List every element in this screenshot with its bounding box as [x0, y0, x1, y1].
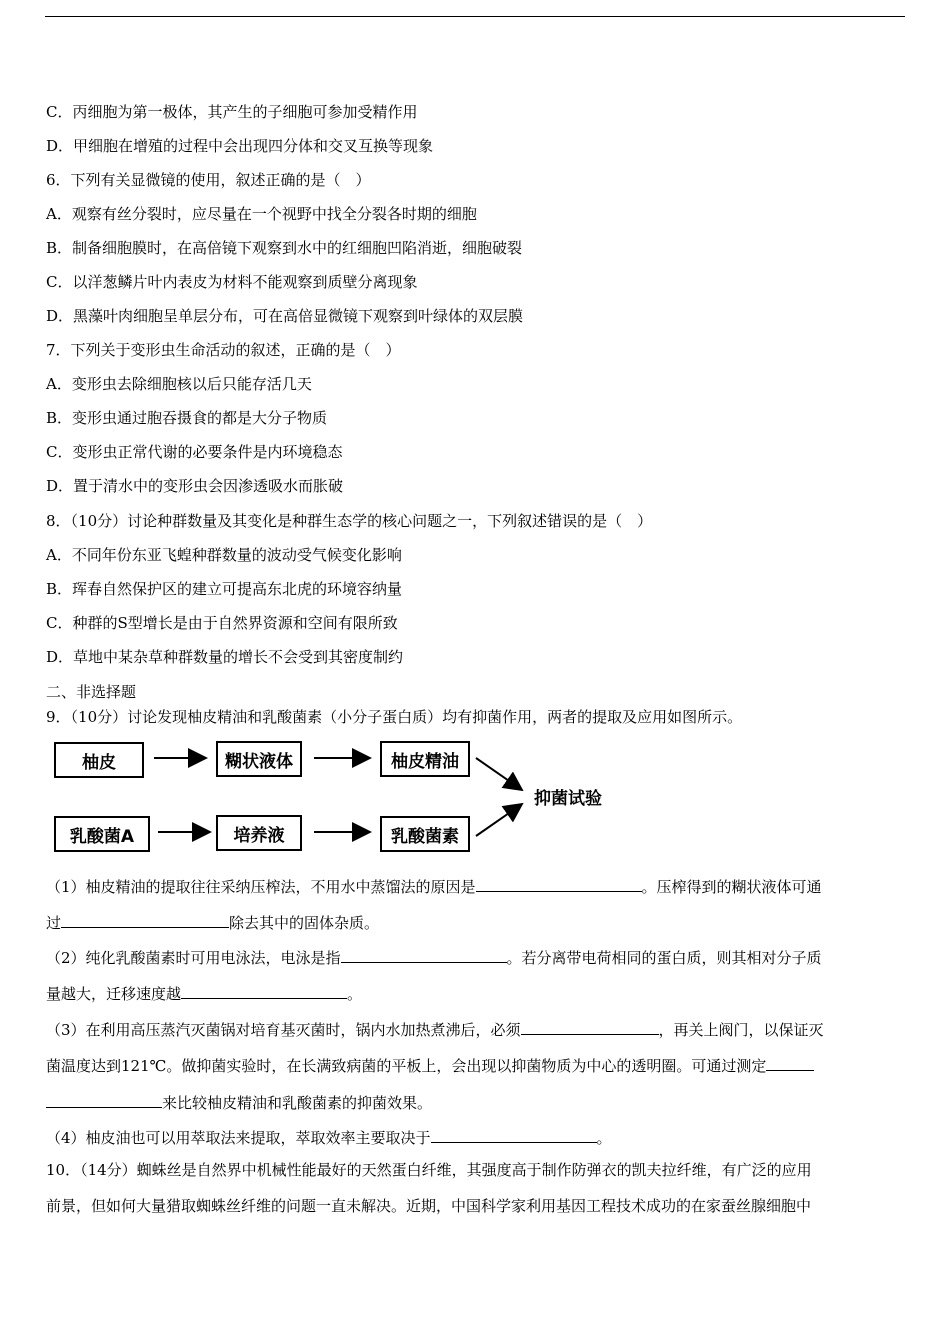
box-culture-medium: 培养液 — [216, 815, 302, 851]
q7-option-a: A．变形虫去除细胞核以后只能存活几天 — [46, 375, 312, 393]
q9-part1-text-c: 过 — [46, 914, 62, 932]
question-8: 8．（10分）讨论种群数量及其变化是种群生态学的核心问题之一，下列叙述错误的是（ ） — [46, 512, 653, 530]
q9-part2-text-d: 。 — [347, 985, 363, 1003]
question-9: 9．（10分）讨论发现柚皮精油和乳酸菌素（小分子蛋白质）均有抑菌作用，两者的提取及应用如图所示。 — [46, 708, 743, 726]
q9-part2-line2 — [46, 982, 362, 1004]
antibacterial-test-label: 抑菌试验 — [534, 789, 602, 809]
q9-part3-line3 — [46, 1091, 432, 1113]
q9-part3-text-d: 来比较柚皮精油和乳酸菌素的抑菌效果。 — [162, 1094, 433, 1112]
q8-option-b: B．珲春自然保护区的建立可提高东北虎的环境容纳量 — [46, 580, 403, 598]
q9-part1-text-d: 除去其中的固体杂质。 — [229, 914, 380, 932]
q6-option-b: B．制备细胞膜时，在高倍镜下观察到水中的红细胞凹陷消逝，细胞破裂 — [46, 239, 523, 257]
q9-part4-text-b: 。 — [596, 1129, 612, 1147]
q8-option-c: C．种群的S型增长是由于自然界资源和空间有限所致 — [46, 614, 398, 632]
answer-blank[interactable] — [341, 946, 507, 963]
answer-blank[interactable] — [61, 911, 229, 928]
answer-blank[interactable] — [181, 982, 347, 999]
header-rule — [45, 16, 905, 17]
q9-part1-line2 — [46, 911, 379, 933]
box-paste-liquid: 糊状液体 — [216, 741, 302, 777]
answer-blank[interactable] — [46, 1091, 162, 1108]
question-10-line2: 前景，但如何大量猎取蜘蛛丝纤维的问题一直未解决。近期，中国科学家利用基因工程技术成功的在家蚕丝腺细胞中 — [46, 1197, 812, 1215]
box-lactocin: 乳酸菌素 — [380, 816, 470, 852]
q9-part4-line1 — [46, 1126, 612, 1148]
answer-blank[interactable] — [521, 1018, 659, 1035]
q9-part3-text-c: 菌温度达到121℃。做抑菌实验时，在长满致病菌的平板上，会出现以抑菌物质为中心的透明圈。可通过测定 — [46, 1057, 767, 1075]
q9-part3-line2 — [46, 1054, 814, 1076]
q8-option-a: A．不同年份东亚飞蝗种群数量的波动受气候变化影响 — [46, 546, 402, 564]
q9-part2-line1 — [46, 946, 822, 968]
q8-option-d: D．草地中某杂草种群数量的增长不会受到其密度制约 — [46, 648, 404, 666]
q6-option-d: D．黑藻叶肉细胞呈单层分布，可在高倍显微镜下观察到叶绿体的双层膜 — [46, 307, 524, 325]
q6-option-c: C．以洋葱鳞片叶内表皮为材料不能观察到质壁分离现象 — [46, 273, 418, 291]
answer-blank[interactable] — [766, 1054, 814, 1071]
answer-blank[interactable] — [476, 875, 642, 892]
q7-option-c: C．变形虫正常代谢的必要条件是内环境稳态 — [46, 443, 343, 461]
q9-part3-text-b: ，再关上阀门，以保证灭 — [658, 1021, 824, 1039]
box-essential-oil: 柚皮精油 — [380, 741, 470, 777]
q9-part1-line1 — [46, 875, 822, 897]
q7-option-d: D．置于清水中的变形虫会因渗透吸水而胀破 — [46, 477, 344, 495]
box-youpi: 柚皮 — [54, 742, 144, 778]
answer-blank[interactable] — [431, 1126, 597, 1143]
q9-part3-text-a: （3）在利用高压蒸汽灭菌锅对培育基灭菌时，锅内水加热煮沸后，必须 — [46, 1021, 521, 1039]
q9-part1-text-a: （1）柚皮精油的提取往往采纳压榨法，不用水中蒸馏法的原因是 — [46, 878, 476, 896]
q9-part2-text-a: （2）纯化乳酸菌素时可用电泳法，电泳是指 — [46, 949, 341, 967]
arrow-5 — [476, 758, 522, 790]
q9-part4-text-a: （4）柚皮油也可以用萃取法来提取，萃取效率主要取决于 — [46, 1129, 431, 1147]
arrow-6 — [476, 804, 522, 836]
option-c-prev: C．丙细胞为第一极体，其产生的子细胞可参加受精作用 — [46, 103, 418, 121]
question-10-line1: 10．（14分）蜘蛛丝是自然界中机械性能最好的天然蛋白纤维，其强度高于制作防弹衣的凯夫拉纤维，有广泛的应用 — [46, 1161, 812, 1179]
q9-part2-text-b: 。若分离带电荷相同的蛋白质，则其相对分子质 — [506, 949, 822, 967]
box-lactobacillus-a: 乳酸菌A — [54, 816, 150, 852]
section-2-heading: 二、非选择题 — [46, 683, 137, 701]
q6-option-a: A．观察有丝分裂时，应尽量在一个视野中找全分裂各时期的细胞 — [46, 205, 477, 223]
q9-part1-text-b: 。压榨得到的糊状液体可通 — [641, 878, 822, 896]
question-7: 7．下列关于变形虫生命活动的叙述，正确的是（ ） — [46, 341, 401, 359]
q9-part3-line1 — [46, 1018, 824, 1040]
option-d-prev: D．甲细胞在增殖的过程中会出现四分体和交叉互换等现象 — [46, 137, 434, 155]
q7-option-b: B．变形虫通过胞吞摄食的都是大分子物质 — [46, 409, 328, 427]
q9-part2-text-c: 量越大，迁移速度越 — [46, 985, 182, 1003]
question-6: 6．下列有关显微镜的使用，叙述正确的是（ ） — [46, 171, 371, 189]
extraction-diagram — [46, 738, 626, 858]
